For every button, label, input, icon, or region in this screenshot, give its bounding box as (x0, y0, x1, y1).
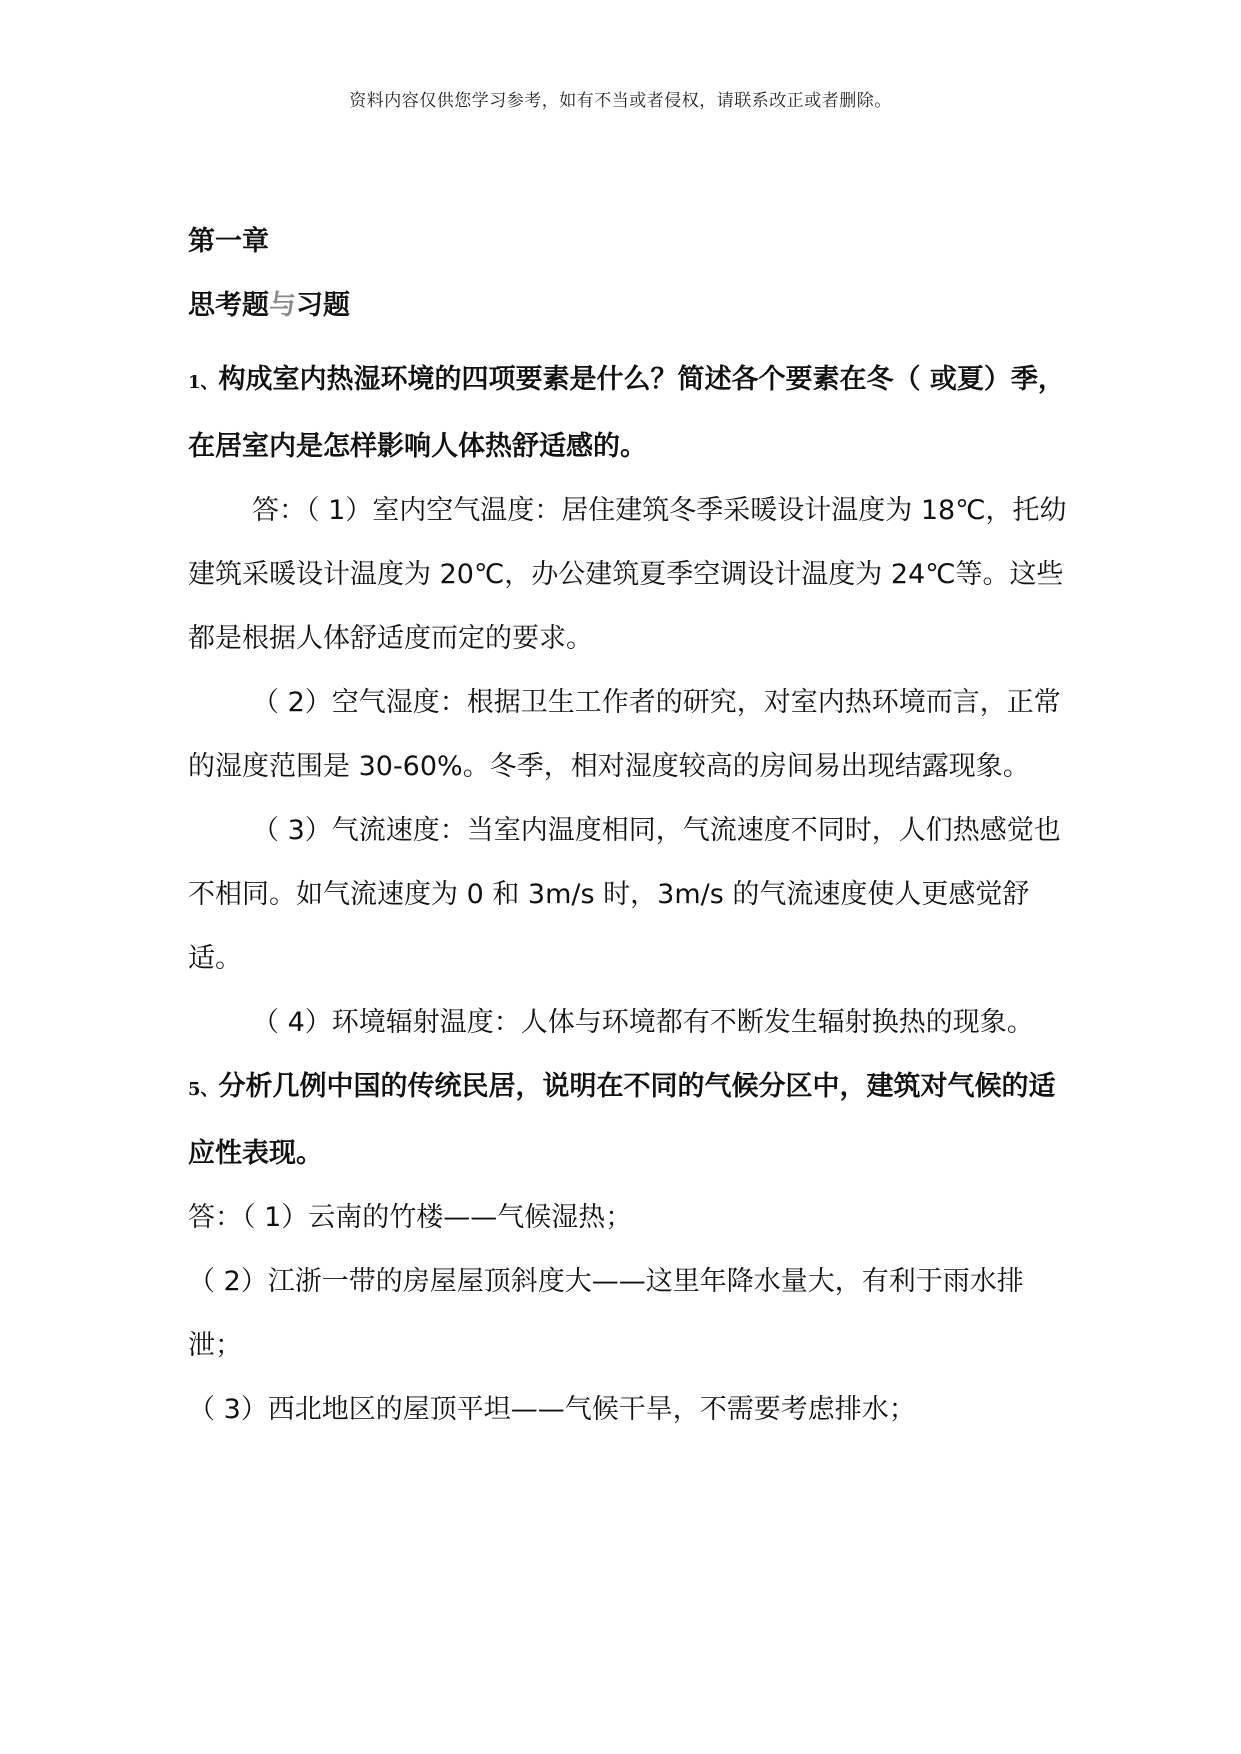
chapter-title: 第一章 (188, 226, 269, 257)
answer-1-para-3: （ 3）气流速度：当室内温度相同，气流速度不同时，人们热感觉也不相同。如气流速度为 0 和 3m/s 时，3m/s 的气流速度使人更感觉舒适。 (188, 815, 1061, 974)
subtitle-part1: 思考题 (188, 290, 269, 321)
answer-1-para-1: 答：（ 1）室内空气温度：居住建筑冬季采暖设计温度为 18℃，托幼建筑采暖设计温度为 20℃，办公建筑夏季空调设计温度为 24℃等。这些都是根据人体舒适度而定的要求。 (188, 495, 1067, 654)
subtitle-part3: 习题 (296, 290, 350, 321)
section-subtitle (188, 286, 1068, 326)
answer-5-line-3: （ 3）西北地区的屋顶平坦——气候干旱，不需要考虑排水； (188, 1394, 916, 1425)
subtitle-part2: 与 (269, 290, 296, 321)
document-body (188, 222, 1068, 1442)
question-5-text: 分析几例中国的传统民居，说明在不同的气候分区中，建筑对气候的适应性表现。 (188, 1071, 1056, 1169)
answer-1-para-2: （ 2）空气湿度：根据卫生工作者的研究，对室内热环境而言，正常的湿度范围是 30-60%。冬季，相对湿度较高的房间易出现结露现象。 (188, 687, 1061, 782)
question-5 (188, 1055, 1068, 1186)
question-1-number: 1、 (188, 372, 219, 393)
question-1-text: 构成室内热湿环境的四项要素是什么？简述各个要素在冬（ 或夏）季，在居室内是怎样影响人体热舒适感的。 (188, 364, 1065, 462)
answer-1-para-4: （ 4）环境辐射温度：人体与环境都有不断发生辐射换热的现象。 (252, 1007, 1034, 1038)
answer-5-line-1: 答：（ 1）云南的竹楼——气候湿热； (188, 1202, 633, 1233)
disclaimer-header: 资料内容仅供您学习参考，如有不当或者侵权，请联系改正或者删除。 (349, 91, 892, 111)
question-1 (188, 348, 1068, 479)
question-5-number: 5、 (188, 1079, 219, 1100)
answer-5-line-2: （ 2）江浙一带的房屋屋顶斜度大——这里年降水量大，有利于雨水排泄； (188, 1266, 1024, 1361)
